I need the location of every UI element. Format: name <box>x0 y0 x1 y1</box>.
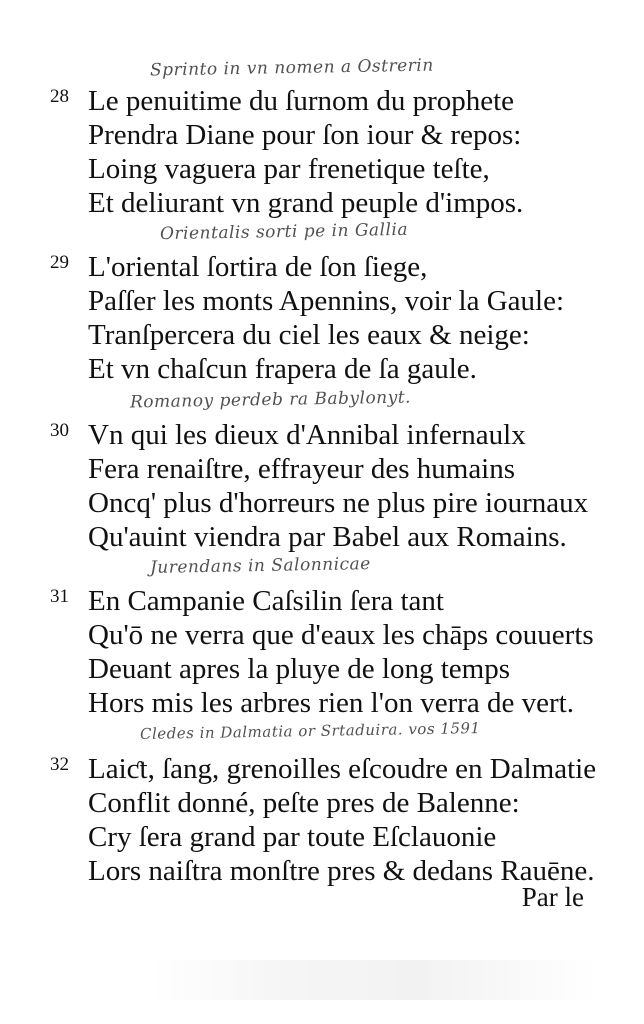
handwritten-annotation: Sprinto in vn nomen a Ostrerin <box>149 55 434 81</box>
verse-line: Et deliurant vn grand peuple d'impos. <box>88 187 524 219</box>
verse-line: Le penuitime du ſurnom du prophete <box>88 85 515 117</box>
verse-line: Prendra Diane pour ſon iour & repos: <box>88 119 522 151</box>
quatrain-number: 28 <box>50 86 69 107</box>
verse-line: Loing vaguera par frenetique teſte, <box>88 153 490 185</box>
catchword: Par le <box>521 882 584 912</box>
quatrain-number: 29 <box>50 252 69 273</box>
verse-line: Tranſpercera du ciel les eaux & neige: <box>88 319 530 351</box>
verse-line: Qu'ō ne verra que d'eaux les chāps couuerts <box>88 619 594 651</box>
verse-line: Et vn chaſcun frapera de ſa gaule. <box>88 353 477 385</box>
verse-line: Lors naiſtra monſtre pres & dedans Rauēne. <box>88 855 595 887</box>
verse-line: Vn qui les dieux d'Annibal infernaulx <box>88 419 526 451</box>
quatrain-number: 31 <box>50 586 69 607</box>
verse-line: Fera renaiſtre, effrayeur des humains <box>88 453 516 485</box>
verse-line: Hors mis les arbres rien l'on verra de vert. <box>88 687 574 719</box>
quatrain-30 <box>50 418 610 554</box>
page-smudge <box>150 960 600 1000</box>
verse-line: Qu'auint viendra par Babel aux Romains. <box>88 521 567 553</box>
quatrain-number: 30 <box>50 420 69 441</box>
verse-line: Cry ſera grand par toute Eſclauonie <box>88 821 497 853</box>
handwritten-annotation: Romanoy perdeb ra Babylonyt. <box>129 387 412 413</box>
verse-line: En Campanie Caſsilin ſera tant <box>88 585 444 617</box>
quatrain-number: 32 <box>50 754 69 775</box>
verse-line: Laiƈt, ſang, grenoilles eſcoudre en Dalmatie <box>88 753 597 785</box>
handwritten-annotation: Cledes in Dalmatia or Srtaduira. vos 1591 <box>139 719 481 743</box>
quatrain-28 <box>50 84 610 220</box>
verse-line: Paſſer les monts Apennins, voir la Gaule: <box>88 285 565 317</box>
handwritten-annotation: Orientalis sorti pe in Gallia <box>159 219 409 245</box>
quatrain-31 <box>50 584 610 720</box>
verse-line: Oncq' plus d'horreurs ne plus pire iournaux <box>88 487 589 519</box>
quatrain-32 <box>50 752 610 888</box>
verse-line: Deuant apres la pluye de long temps <box>88 653 510 685</box>
quatrain-29 <box>50 250 610 386</box>
handwritten-annotation: Jurendans in Salonnicae <box>149 554 371 578</box>
verse-line: L'oriental ſortira de ſon ſiege, <box>88 251 428 283</box>
verse-line: Conflit donné, peſte pres de Balenne: <box>88 787 520 819</box>
